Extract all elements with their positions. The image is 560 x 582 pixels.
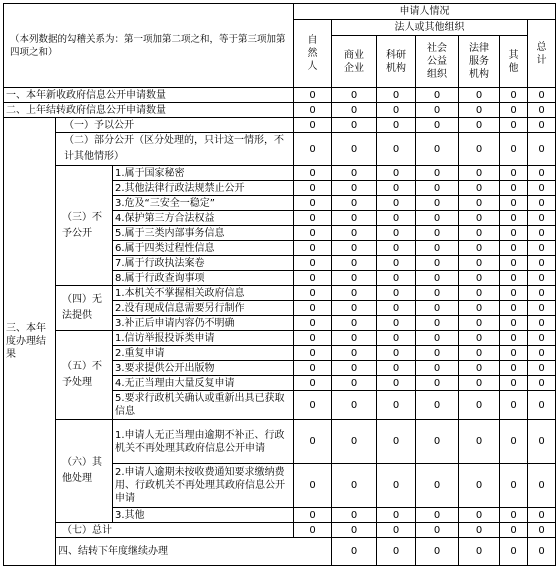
value-cell-total: 0 (528, 271, 556, 286)
value-cell-public-welfare: 0 (416, 256, 459, 271)
value-cell-legal-service: 0 (459, 391, 500, 420)
table-row (4, 103, 556, 118)
value-cell-total: 0 (528, 88, 556, 103)
value-cell-natural-person: 0 (294, 361, 332, 376)
row-label: 8.属于行政查询事项 (113, 271, 294, 286)
value-cell-commercial: 0 (332, 271, 377, 286)
value-cell-other: 0 (500, 271, 528, 286)
value-cell-commercial: 0 (332, 420, 377, 464)
value-cell-research: 0 (377, 376, 416, 391)
value-cell-other: 0 (500, 316, 528, 331)
value-cell-natural-person: 0 (294, 316, 332, 331)
value-cell-research: 0 (377, 508, 416, 523)
row-label: 7.属于行政执法案卷 (113, 256, 294, 271)
table-row (4, 166, 556, 181)
value-cell-commercial: 0 (332, 256, 377, 271)
value-cell-commercial: 0 (332, 376, 377, 391)
value-cell-other: 0 (500, 391, 528, 420)
value-cell-other: 0 (500, 241, 528, 256)
value-cell-legal-service: 0 (459, 376, 500, 391)
value-cell-other: 0 (500, 301, 528, 316)
value-cell-other: 0 (500, 88, 528, 103)
value-cell-research: 0 (377, 346, 416, 361)
value-cell-commercial: 0 (332, 523, 377, 538)
value-cell-total: 0 (528, 523, 556, 538)
value-cell-natural-person: 0 (294, 508, 332, 523)
table-row (4, 538, 556, 566)
value-cell-natural-person: 0 (294, 166, 332, 181)
value-cell-research: 0 (377, 103, 416, 118)
value-cell-public-welfare: 0 (416, 508, 459, 523)
value-cell-public-welfare: 0 (416, 346, 459, 361)
value-cell-other: 0 (500, 523, 528, 538)
value-cell-research: 0 (377, 256, 416, 271)
group-4-label: （四）无法提供 (56, 286, 113, 331)
value-cell-total: 0 (528, 346, 556, 361)
value-cell-other: 0 (500, 376, 528, 391)
value-cell-natural-person: 0 (294, 376, 332, 391)
value-cell-legal-service: 0 (459, 464, 500, 508)
value-cell-natural-person: 0 (294, 464, 332, 508)
value-cell-legal-service: 0 (459, 271, 500, 286)
value-cell-legal-service: 0 (459, 256, 500, 271)
value-cell-other: 0 (500, 226, 528, 241)
row-label: 3.其他 (113, 508, 294, 523)
row-label: 5.要求行政机关确认或重新出具已获取信息 (113, 391, 294, 420)
row-label: 3.危及“三安全一稳定” (113, 196, 294, 211)
value-cell-commercial: 0 (332, 211, 377, 226)
row-label: 1.申请人无正当理由逾期不补正、行政机关不再处理其政府信息公开申请 (113, 420, 294, 464)
value-cell-other: 0 (500, 464, 528, 508)
value-cell-commercial: 0 (332, 88, 377, 103)
value-cell-total: 0 (528, 211, 556, 226)
value-cell-total: 0 (528, 391, 556, 420)
value-cell-total: 0 (528, 376, 556, 391)
section-3-label: 三、本年度办理结果 (4, 118, 56, 566)
value-cell-legal-service: 0 (459, 361, 500, 376)
value-cell-legal-service: 0 (459, 316, 500, 331)
value-cell-other: 0 (500, 118, 528, 133)
value-cell-natural-person: 0 (294, 181, 332, 196)
value-cell-commercial: 0 (332, 241, 377, 256)
value-cell-total: 0 (528, 241, 556, 256)
value-cell-natural-person: 0 (294, 211, 332, 226)
group-6-label: （六）其他处理 (56, 420, 113, 523)
value-cell-natural-person: 0 (294, 196, 332, 211)
value-cell-public-welfare: 0 (416, 286, 459, 301)
value-cell-total: 0 (528, 286, 556, 301)
value-cell-research: 0 (377, 523, 416, 538)
value-cell-research: 0 (416, 538, 459, 566)
value-cell-public-welfare: 0 (416, 391, 459, 420)
value-cell-total: 0 (528, 301, 556, 316)
value-cell-other: 0 (500, 361, 528, 376)
value-cell-natural-person: 0 (294, 118, 332, 133)
row-label: 3.要求提供公开出版物 (113, 361, 294, 376)
value-cell-public-welfare: 0 (416, 196, 459, 211)
value-cell-research: 0 (377, 166, 416, 181)
value-cell-legal-service: 0 (459, 331, 500, 346)
public-welfare-header: 社会公益组织 (416, 36, 459, 88)
value-cell-total: 0 (528, 118, 556, 133)
value-cell-natural-person: 0 (294, 226, 332, 241)
value-cell-research: 0 (377, 391, 416, 420)
value-cell-research: 0 (377, 464, 416, 508)
value-cell-other: 0 (500, 166, 528, 181)
value-cell-total: 0 (528, 420, 556, 464)
value-cell-public-welfare: 0 (416, 118, 459, 133)
table-row (4, 286, 556, 301)
value-cell-commercial: 0 (332, 196, 377, 211)
other-header: 其他 (500, 36, 528, 88)
value-cell-total: 0 (528, 316, 556, 331)
value-cell-research: 0 (377, 420, 416, 464)
value-cell-public-welfare: 0 (416, 103, 459, 118)
table-row (4, 420, 556, 464)
table-row (4, 133, 556, 166)
row-label: （一）予以公开 (56, 118, 294, 133)
table-row (4, 523, 556, 538)
group-3-label: （三）不予公开 (56, 166, 113, 286)
value-cell-other: 0 (500, 196, 528, 211)
value-cell-total: 0 (528, 508, 556, 523)
row-label: 5.属于三类内部事务信息 (113, 226, 294, 241)
value-cell-public-welfare: 0 (416, 523, 459, 538)
value-cell-natural-person: 0 (294, 286, 332, 301)
value-cell-research: 0 (377, 118, 416, 133)
value-cell-public-welfare: 0 (416, 361, 459, 376)
value-cell-research: 0 (377, 241, 416, 256)
row-label: 2.其他法律行政法规禁止公开 (113, 181, 294, 196)
value-cell-public-welfare: 0 (416, 464, 459, 508)
value-cell-natural-person: 0 (294, 420, 332, 464)
value-cell-public-welfare: 0 (416, 376, 459, 391)
value-cell-legal-service: 0 (459, 241, 500, 256)
row-label: 二、上年结转政府信息公开申请数量 (4, 103, 294, 118)
value-cell-natural-person: 0 (294, 523, 332, 538)
value-cell-public-welfare: 0 (416, 331, 459, 346)
value-cell-other: 0 (500, 211, 528, 226)
group-5-label: （五）不予处理 (56, 331, 113, 420)
row-label: 四、结转下年度继续办理 (56, 538, 332, 566)
value-cell-legal-service: 0 (459, 181, 500, 196)
value-cell-total: 0 (528, 166, 556, 181)
row-label: 4.保护第三方合法权益 (113, 211, 294, 226)
commercial-header: 商业企业 (332, 36, 377, 88)
value-cell-natural-person: 0 (294, 103, 332, 118)
table-row (4, 331, 556, 346)
value-cell-legal-service: 0 (500, 538, 528, 566)
natural-person-header: 自然人 (294, 20, 332, 88)
row-label: （二）部分公开（区分处理的，只计这一情形，不计其他情形） (56, 133, 294, 166)
value-cell-natural-person: 0 (294, 88, 332, 103)
value-cell-commercial: 0 (332, 166, 377, 181)
value-cell-commercial: 0 (332, 118, 377, 133)
value-cell-commercial: 0 (377, 538, 416, 566)
value-cell-research: 0 (377, 211, 416, 226)
value-cell-natural-person: 0 (294, 346, 332, 361)
total-header: 总计 (528, 20, 556, 88)
value-cell-public-welfare: 0 (416, 301, 459, 316)
value-cell-commercial: 0 (332, 346, 377, 361)
value-cell-research: 0 (377, 196, 416, 211)
value-cell-research: 0 (377, 226, 416, 241)
value-cell-other: 0 (500, 103, 528, 118)
legal-group-header: 法人或其他组织 (332, 20, 528, 36)
value-cell-research: 0 (377, 88, 416, 103)
value-cell-other: 0 (500, 133, 528, 166)
value-cell-other: 0 (528, 538, 556, 566)
value-cell-public-welfare: 0 (416, 181, 459, 196)
legal-service-header: 法律服务机构 (459, 36, 500, 88)
header-note: （本列数据的勾稽关系为：第一项加第二项之和，等于第三项加第四项之和） (4, 4, 294, 88)
value-cell-legal-service: 0 (459, 508, 500, 523)
value-cell-other: 0 (500, 346, 528, 361)
value-cell-legal-service: 0 (459, 420, 500, 464)
row-label: 1.本机关不掌握相关政府信息 (113, 286, 294, 301)
value-cell-commercial: 0 (332, 133, 377, 166)
row-label: 2.申请人逾期未按收费通知要求缴纳费用、行政机关不再处理其政府信息公开申请 (113, 464, 294, 508)
value-cell-other: 0 (500, 331, 528, 346)
value-cell-commercial: 0 (332, 331, 377, 346)
value-cell-other: 0 (500, 508, 528, 523)
value-cell-commercial: 0 (332, 508, 377, 523)
table-row (4, 88, 556, 103)
value-cell-legal-service: 0 (459, 286, 500, 301)
value-cell-research: 0 (377, 361, 416, 376)
value-cell-research: 0 (377, 133, 416, 166)
value-cell-public-welfare: 0 (416, 211, 459, 226)
value-cell-public-welfare: 0 (416, 133, 459, 166)
value-cell-public-welfare: 0 (459, 538, 500, 566)
value-cell-commercial: 0 (332, 286, 377, 301)
value-cell-legal-service: 0 (459, 196, 500, 211)
value-cell-public-welfare: 0 (416, 166, 459, 181)
applicant-group-header: 申请人情况 (294, 4, 556, 20)
value-cell-public-welfare: 0 (416, 271, 459, 286)
value-cell-legal-service: 0 (459, 226, 500, 241)
row-label: 1.属于国家秘密 (113, 166, 294, 181)
row-label: 1.信访举报投诉类申请 (113, 331, 294, 346)
value-cell-public-welfare: 0 (416, 226, 459, 241)
value-cell-commercial: 0 (332, 316, 377, 331)
value-cell-total: 0 (528, 464, 556, 508)
value-cell-other: 0 (500, 286, 528, 301)
value-cell-public-welfare: 0 (416, 241, 459, 256)
value-cell-commercial: 0 (332, 181, 377, 196)
value-cell-natural-person: 0 (294, 256, 332, 271)
row-label: 一、本年新收政府信息公开申请数量 (4, 88, 294, 103)
value-cell-natural-person: 0 (294, 241, 332, 256)
row-label: 2.重复申请 (113, 346, 294, 361)
value-cell-commercial: 0 (332, 361, 377, 376)
value-cell-commercial: 0 (332, 301, 377, 316)
value-cell-research: 0 (377, 181, 416, 196)
value-cell-legal-service: 0 (459, 346, 500, 361)
table-row (4, 118, 556, 133)
value-cell-natural-person: 0 (294, 391, 332, 420)
value-cell-public-welfare: 0 (416, 88, 459, 103)
value-cell-research: 0 (377, 316, 416, 331)
value-cell-total: 0 (528, 196, 556, 211)
row-label: 6.属于四类过程性信息 (113, 241, 294, 256)
research-header: 科研机构 (377, 36, 416, 88)
row-label: （七）总计 (56, 523, 294, 538)
value-cell-commercial: 0 (332, 464, 377, 508)
value-cell-other: 0 (500, 420, 528, 464)
value-cell-research: 0 (377, 331, 416, 346)
value-cell-legal-service: 0 (459, 211, 500, 226)
value-cell-research: 0 (377, 286, 416, 301)
row-label: 4.无正当理由大量反复申请 (113, 376, 294, 391)
value-cell-total: 0 (528, 331, 556, 346)
value-cell-other: 0 (500, 181, 528, 196)
value-cell-legal-service: 0 (459, 166, 500, 181)
value-cell-other: 0 (500, 256, 528, 271)
value-cell-legal-service: 0 (459, 103, 500, 118)
value-cell-natural-person: 0 (294, 133, 332, 166)
value-cell-legal-service: 0 (459, 88, 500, 103)
value-cell-total: 0 (528, 133, 556, 166)
row-label: 2.没有现成信息需要另行制作 (113, 301, 294, 316)
value-cell-legal-service: 0 (459, 133, 500, 166)
value-cell-legal-service: 0 (459, 118, 500, 133)
value-cell-research: 0 (377, 301, 416, 316)
value-cell-commercial: 0 (332, 103, 377, 118)
value-cell-public-welfare: 0 (416, 316, 459, 331)
value-cell-research: 0 (377, 271, 416, 286)
value-cell-total: 0 (528, 256, 556, 271)
row-label: 3.补正后申请内容仍不明确 (113, 316, 294, 331)
value-cell-total: 0 (528, 103, 556, 118)
value-cell-natural-person: 0 (294, 301, 332, 316)
value-cell-legal-service: 0 (459, 301, 500, 316)
value-cell-commercial: 0 (332, 226, 377, 241)
value-cell-natural-person: 0 (294, 331, 332, 346)
disclosure-statistics-table (3, 3, 556, 566)
value-cell-commercial: 0 (332, 391, 377, 420)
value-cell-natural-person: 0 (332, 538, 377, 566)
value-cell-legal-service: 0 (459, 523, 500, 538)
value-cell-natural-person: 0 (294, 271, 332, 286)
value-cell-total: 0 (528, 226, 556, 241)
value-cell-total: 0 (528, 361, 556, 376)
value-cell-public-welfare: 0 (416, 420, 459, 464)
value-cell-total: 0 (528, 181, 556, 196)
